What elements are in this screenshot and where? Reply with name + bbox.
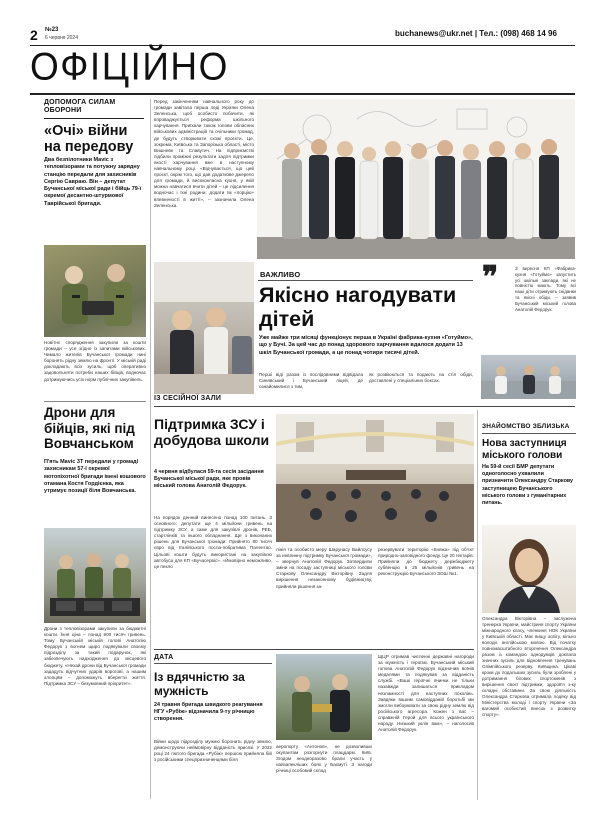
- drone-boxes-illustration: [44, 528, 146, 623]
- visit-illustration: [154, 262, 254, 394]
- section-rule: [30, 93, 575, 95]
- article1-title: «Очі» війни на передову: [44, 123, 134, 155]
- data-title: Із вдячністю за мужність: [154, 670, 245, 698]
- right-column-divider: [477, 410, 478, 800]
- feature-intro-text: Перед закінченням навчального року до громади завітала перша леді України Олена Зеленська, щоб особисто побачити, як впроваджується реформа шкільного харчування. Приїхали також голови обласних військових адміністрацій та очільники громад, де будуть створювати схожі проєкти. Це, зокрема, Київська та Запорізька області, місто Вишневе та Славутич. На підприємстві підбили проміжні результати задля підтримки якості харчування вже в наступному навчальному році. «Відчувається, що цей проєкт, окрім того, що дав додаткове джерело для громади, й висококласна кухня, у якій можна навчатися вчити дітей – це підсилення водночас і їхні родини, додати їм «порцію» впевненості в житті», – зазначила Олена Зеленська.: [154, 99, 254, 208]
- drones-photo: [44, 528, 146, 623]
- data-kicker-rule: [154, 663, 272, 664]
- article2-body: Дрони з тепловізорами закупили за бюджетні кошти. Їхня ціна – понад 900 тисяч гривень. Тому Бучанській міській голові Анатолію Федорук з вогнем щиро подякували своєму підрозділу за такий подарунок, які забезпечують надходження до місцевого бюджету. «Нехай дрони від Бучанської громади зададуть відчутних ударів ворогові, а нашим хлопцям – допоможуть вберегти життя. Підтримка ЗСУ – безумовний пріоритет».: [44, 626, 146, 686]
- portrait-illustration: [482, 525, 576, 613]
- kitchen-illustration: [481, 355, 576, 399]
- right-kicker: ЗНАЙОМСТВО ЗБЛИЗЬКА: [482, 423, 570, 430]
- data-rule: [154, 649, 474, 650]
- data-col2: аеропорту «Антонов», не дозволивши окупантам розгорнути плацдарм. Київ. Згодом неодноразово брали участь у найзапекліших боях у Бахмуті. З нагоди річниці особовий склад: [276, 744, 372, 774]
- group-photo-illustration: [257, 99, 575, 259]
- session-col3: резервувати територію «Княжа» під об'єкт природно-заповідного фонду. Це 20 гектарів. Прийняли до бюджету держбюджету субвенцію в 25 мільйонів гривень на реконструкцію Бучанського ЗОШ №1.: [378, 547, 474, 577]
- article2-title: Дрони для бійців, які під Вовчанськом: [44, 405, 135, 451]
- feature-body-left: Перші віді разом із послідовними відвідала Синявський і Бучанський ліцей, де ознайомилися з тим,: [259, 372, 363, 390]
- data-col3: ЩЦР отримав численні державні нагороди за мужність і героїзм. Бучанський міський голова Анатолій Федорук відзначив воїнів медалями та подякував за відданість службі. «Ваші героїчні вчинки не тільки назавжди залишаться прикладом незламності для наступних поколінь. Завдяки вашим самовідданій боротьбі ми змогли виборювати за свою рідну землю від російського агресора. Кожен з вас – справжній Герой для всього українського народу. Низький уклін вам», – наголосив Анатолій Федорук.: [378, 654, 474, 733]
- article1-body: Новітнє спорядження закупили за кошти громади – усе згідно із запитами військових. Чимало жителів Бучанської громади нині боронять рідну землю на фронті. У міській раді докладають всіх зусиль, щоб оперативно задовольняти потреби наших бійців, водночас дотримуючись усіх норм публічних закупівель.: [44, 340, 146, 382]
- mid-rule: [154, 406, 575, 407]
- issue-number: №23: [45, 27, 59, 33]
- quote-mark-icon: ❞: [482, 261, 499, 294]
- right-kicker-rule: [482, 433, 576, 434]
- article1-lead: Два безпілотники Mavic з тепловізорами та потужну зарядну станцію передали для захисників Сергію Савраю. Він – депутат Бучанської міської ради і бійць 79-ї окремої десантно-штурмової Таврійської бригади.: [44, 157, 142, 207]
- brigade-photo: [276, 654, 372, 740]
- kitchen-photo: [481, 355, 576, 399]
- left-column-divider: [150, 99, 151, 799]
- soldiers-drone-photo: [44, 245, 146, 337]
- right-body: Олександра Вікторівна – заслужена тренерка України, майстриня спорту України міжнародного класу, членкиня НОК України у Київській області. Має вищу освіту, вільно володіє англійською мовою. Від початку повномасштабного вторгнення Олександра разом із командою однодумців доклала значних зусиль для відновлення тренувань Олімпійського резерву. Київщина. Цікаві кроки до подальших зусиль були зроблені у дотримання бігових спортсменів з вирішення своєї підтримки, здоров'я з-ку складні обставини. За свою діяльність Олександра Старкова отримала подяку від Міністерства молоді і спорту України «За вагомий особистий внесок з розвитку спорту».: [482, 616, 576, 717]
- left-kicker: ДОПОМОГА СИЛАМ ОБОРОНИ: [44, 99, 116, 114]
- section-title: ОФІЦІЙНО: [30, 44, 229, 88]
- brigade-illustration: [276, 654, 372, 740]
- deputy-portrait: [482, 525, 576, 613]
- zelenska-photo: [154, 262, 254, 394]
- session-kicker: ІЗ СЕСІЙНОЇ ЗАЛИ: [154, 395, 222, 402]
- left-separator: [44, 401, 146, 402]
- right-lead: На 59-й сесії БМР депутати одноголосно ухвалили призначити Олександру Старкову заступницею Бучанського міського голови з гуманітарних питань.: [482, 464, 574, 507]
- feature-kicker-rule: [258, 280, 473, 281]
- feature-lead: Уже майже три місяці функціонує перша в Україні фабрика-кухня «Готуймо», що у Бучі. За цей час до понад здорового харчування вдалося додати 13 шкіл Бучанської громади, а це понад чотири тисячі дітей.: [259, 335, 473, 356]
- session-hall-illustration: [276, 414, 474, 542]
- feature-title: Якісно нагодувати дітей: [259, 283, 457, 331]
- data-col1: Війни щодо підрозділу мужню боронить рідну землю, демонструючи неймовірну відданість присязі. У 2022 році 24 лютого бригада «Рубіж» першою прийняла бій з російськими спецпризначенцями біля: [154, 739, 272, 763]
- article2-lead: П'ять Mavic 3T передали у громаді захисникам 57-ї окремої мотопіхотної бригади імені кошового отамана Костя Гордієнка, яка утримує позиції біля Вовчанська.: [44, 459, 146, 495]
- data-lead: 24 травня бригада швидкого реагування НГУ «Рубіж» відзначила 9-ту річницю створення.: [154, 702, 263, 723]
- data-kicker: ДАТА: [154, 654, 174, 661]
- feature-kicker: ВАЖЛИВО: [260, 270, 301, 279]
- issue-date: 6 червня 2024: [45, 35, 78, 41]
- contact-info: buchanews@ukr.net | Тел.: (098) 468 14 96: [395, 29, 557, 38]
- session-hall-photo: [276, 414, 474, 542]
- feature-quote: З вересня КП «Фабрика-кухня «Готуймо» запустить усі шкільні заклади, які не повністю мають. Тому всі наші діти отримують сніданки та якісні обіди, – заявив Бучанський міський голова Анатолій Федорук.: [515, 266, 576, 312]
- feature-body-right: як розвіюються та подають на стіл обіди, доставлені у спеціальних боксах.: [369, 372, 473, 384]
- session-col1: На порядок денний винесено понад 100 питань. З основного: депутати ще 4 мільйони гривень на підтримку ЗСУ, а саме для закупівлі дронів, РЕБ, стартлінків та іншого обладнання. Ще з виконаних рішень для Бучанської громади: Прийнято 80 тисяч євро від Італійського посла-побратима Палентао. Цільові кошти будуть використані на закупівлю автобуса для КП «Бучасервіс». «Ймовірно неможливо, це пекло: [154, 515, 272, 569]
- right-title: Нова заступниця міського голови: [482, 438, 567, 461]
- session-col2: лінія та особисто меру Шарунасу Вайлсусу за невпинну підтримку Бучанської громади», – звернув Анатолій Федорук. Затвердили зміни на посаду заступниці міського голови Старкову Олександру Вікторівну. Задля вирішення незаконному будівництву, прийняли рішення за-: [276, 547, 372, 589]
- left-kicker-rule: [44, 118, 144, 119]
- soldiers-illustration: [44, 245, 146, 337]
- session-title: Підтримка ЗСУ і добудова школи: [154, 416, 270, 448]
- group-photo: [257, 99, 575, 259]
- session-lead: 4 червня відбулася 59-та сесія засідання Бучанської міської ради, яке провів міський голова Анатолій Федорук.: [154, 469, 264, 490]
- page-number: 2: [30, 27, 38, 43]
